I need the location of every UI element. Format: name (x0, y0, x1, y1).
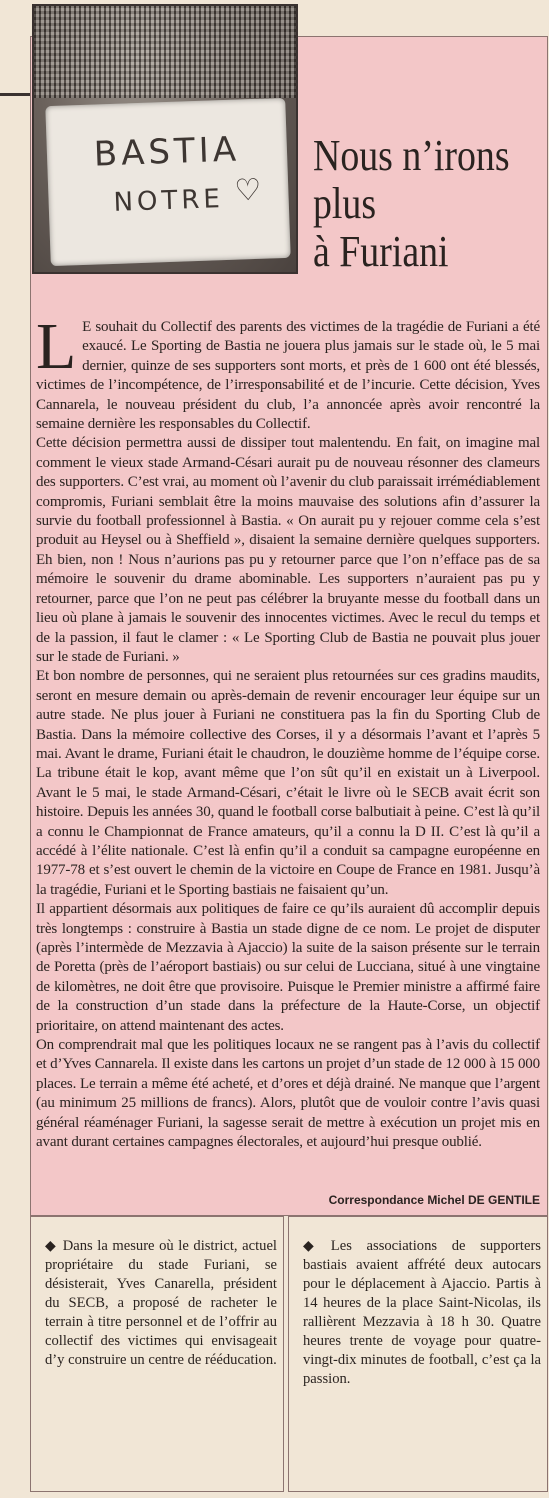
info-box-left-text: Dans la mesure où le district, actuel propriétaire du stade Furiani, se désisterait, Yves Canarella, président du SECB, a proposé de racheter le terrain à titre personnel et de l’offrir au collectif des victimes qui envisageait d’y construire un centre de rééducation. (45, 1238, 277, 1368)
headline (313, 132, 511, 276)
sidebar-boxes (30, 1216, 548, 1492)
info-box-right (288, 1216, 548, 1492)
section-rule (0, 93, 32, 96)
heart-icon: ♡ (233, 173, 262, 208)
info-box-right-text: Les associations de supporters bastiais avaient affrété deux autocars pour le déplacement à Ajaccio. Partis à 14 heures de la place Saint-Nicolas, ils rallièrent Mezzavia à 18 h 30. Quatre heures trente de voyage pour quatre-vingt-dix minutes de football, c’est ça la passion. (303, 1238, 541, 1387)
author-credit: Correspondance Michel DE GENTILE (328, 1193, 540, 1207)
supporters-banner (45, 98, 290, 266)
headline-line1: Nous n’irons (313, 131, 510, 180)
diamond-bullet-icon: ◆ (303, 1239, 325, 1254)
info-box-left (30, 1216, 284, 1492)
diamond-bullet-icon: ◆ (45, 1239, 57, 1254)
paragraph-2: Cette décision permettra aussi de dissiper tout malentendu. En fait, on imagine mal comment le vieux stade Armand-Césari aurait pu de nouveau résonner des clameurs des supporters. C’est vrai, au moment où l’avenir du club paraissait irrémédiablement compromis, Furiani semblait être la moins mauvaise des solutions afin d’assurer la survie du football professionnel à Bastia. « On aurait pu y rejouer comme cela s’est produit au Heysel ou à Sheffield », disaient la semaine dernière quelques supporters. Eh bien, non ! Nous n’aurions pas pu y retourner parce que l’on n’efface pas de sa mémoire le souvenir du drame abominable. Les supporters n’auraient pas pu y retourner, parce que l’on ne peut pas célébrer la bruyante messe du football dans un lieu où plane à jamais le souvenir des innocentes victimes. Avec le recul du temps et de la passion, il faut le clamer : « Le Sporting Club de Bastia ne pouvait plus jouer sur le stade de Furiani. » (36, 435, 540, 665)
drop-cap: L (36, 310, 77, 383)
paragraph-5: On comprendrait mal que les politiques locaux ne se rangent pas à l’avis du collectif et d’Yves Cannarela. Il existe dans les cartons un projet d’un stade de 12 000 à 15 000 places. Le terrain a même été acheté, et d’ores et déjà drainé. Ne manque que l’argent (au minimum 25 millions de francs). Alors, plutôt que de vouloir contre l’avis quasi général réaménager Furiani, la sagesse serait de mettre à exécution un projet mis en avant durant certaines campagnes électorales, et aujourd’hui presque oublié. (36, 1037, 540, 1151)
paragraph-3: Et bon nombre de personnes, qui ne seraient plus retournées sur ces gradins maudits, seront en mesure demain ou après-demain de revenir encourager leur équipe sur un autre stade. Ne plus jouer à Furiani ne constituera pas la fin du Sporting Club de Bastia. Dans la mémoire collective des Corses, il y a désormais l’avant et l’après 5 mai. Avant le drame, Furiani était le chaudron, le douzième homme de l’équipe corse. La tribune était le kop, avant même que l’on sût qu’il en existait un à Liverpool. Avant le 5 mai, le stade Armand-Césari, c’était le livre où le SECB avait écrit son histoire. Depuis les années 30, quand le football corse balbutiait à peine. C’est là qu’il a connu le Championnat de France amateurs, qu’il a connu la D II. C’est là qu’il a accédé à l’élite nationale. C’est là enfin qu’il a conduit sa campagne européenne en 1977-78 et s’est ouvert le chemin de la victoire en Coupe de France en 1981. Jusqu’à la tragédie, Furiani et le Sporting bastiais ne faisaient qu’un. (36, 668, 540, 898)
paragraph-1-text: E souhait du Collectif des parents des victimes de la tragédie de Furiani a été exaucé. Le Sporting de Bastia ne jouera plus jamais sur le stade où, le 5 mai dernier, quinze de ses supporters sont morts, et près de 1 600 ont été blessés, victimes de l’incompétence, de l’irresponsabilité et de l’incurie. Cette décision, Yves Cannarela, le nouveau président du club, l’a annoncée après avoir rencontré la semaine dernière les responsables du Collectif. (36, 319, 540, 433)
crowd-area (34, 6, 296, 98)
headline-line2: plus (313, 179, 377, 228)
banner-text-line2: NOTRE (113, 184, 225, 218)
paragraph-1 (36, 310, 540, 434)
banner-text-line1: BASTIA (93, 129, 241, 175)
article-body (36, 310, 540, 1152)
headline-line3: à Furiani (313, 227, 449, 276)
paragraph-4: Il appartient désormais aux politiques de faire ce qu’ils auraient dû accomplir depuis très longtemps : construire à Bastia un stade digne de ce nom. Le projet de disputer (après l’intermède de Mezzavia à Ajaccio) la suite de la saison présente sur le terrain de Poretta (près de l’aéroport bastiais) ou sur celui de Lucciana, situé à une vingtaine de kilomètres, ne doit être que provisoire. Puisque le Premier ministre a affirmé faire de la construction d’un stade dans la préfecture de la Haute-Corse, un objectif prioritaire, on attend maintenant des actes. (36, 901, 540, 1034)
stadium-photo (32, 4, 298, 274)
